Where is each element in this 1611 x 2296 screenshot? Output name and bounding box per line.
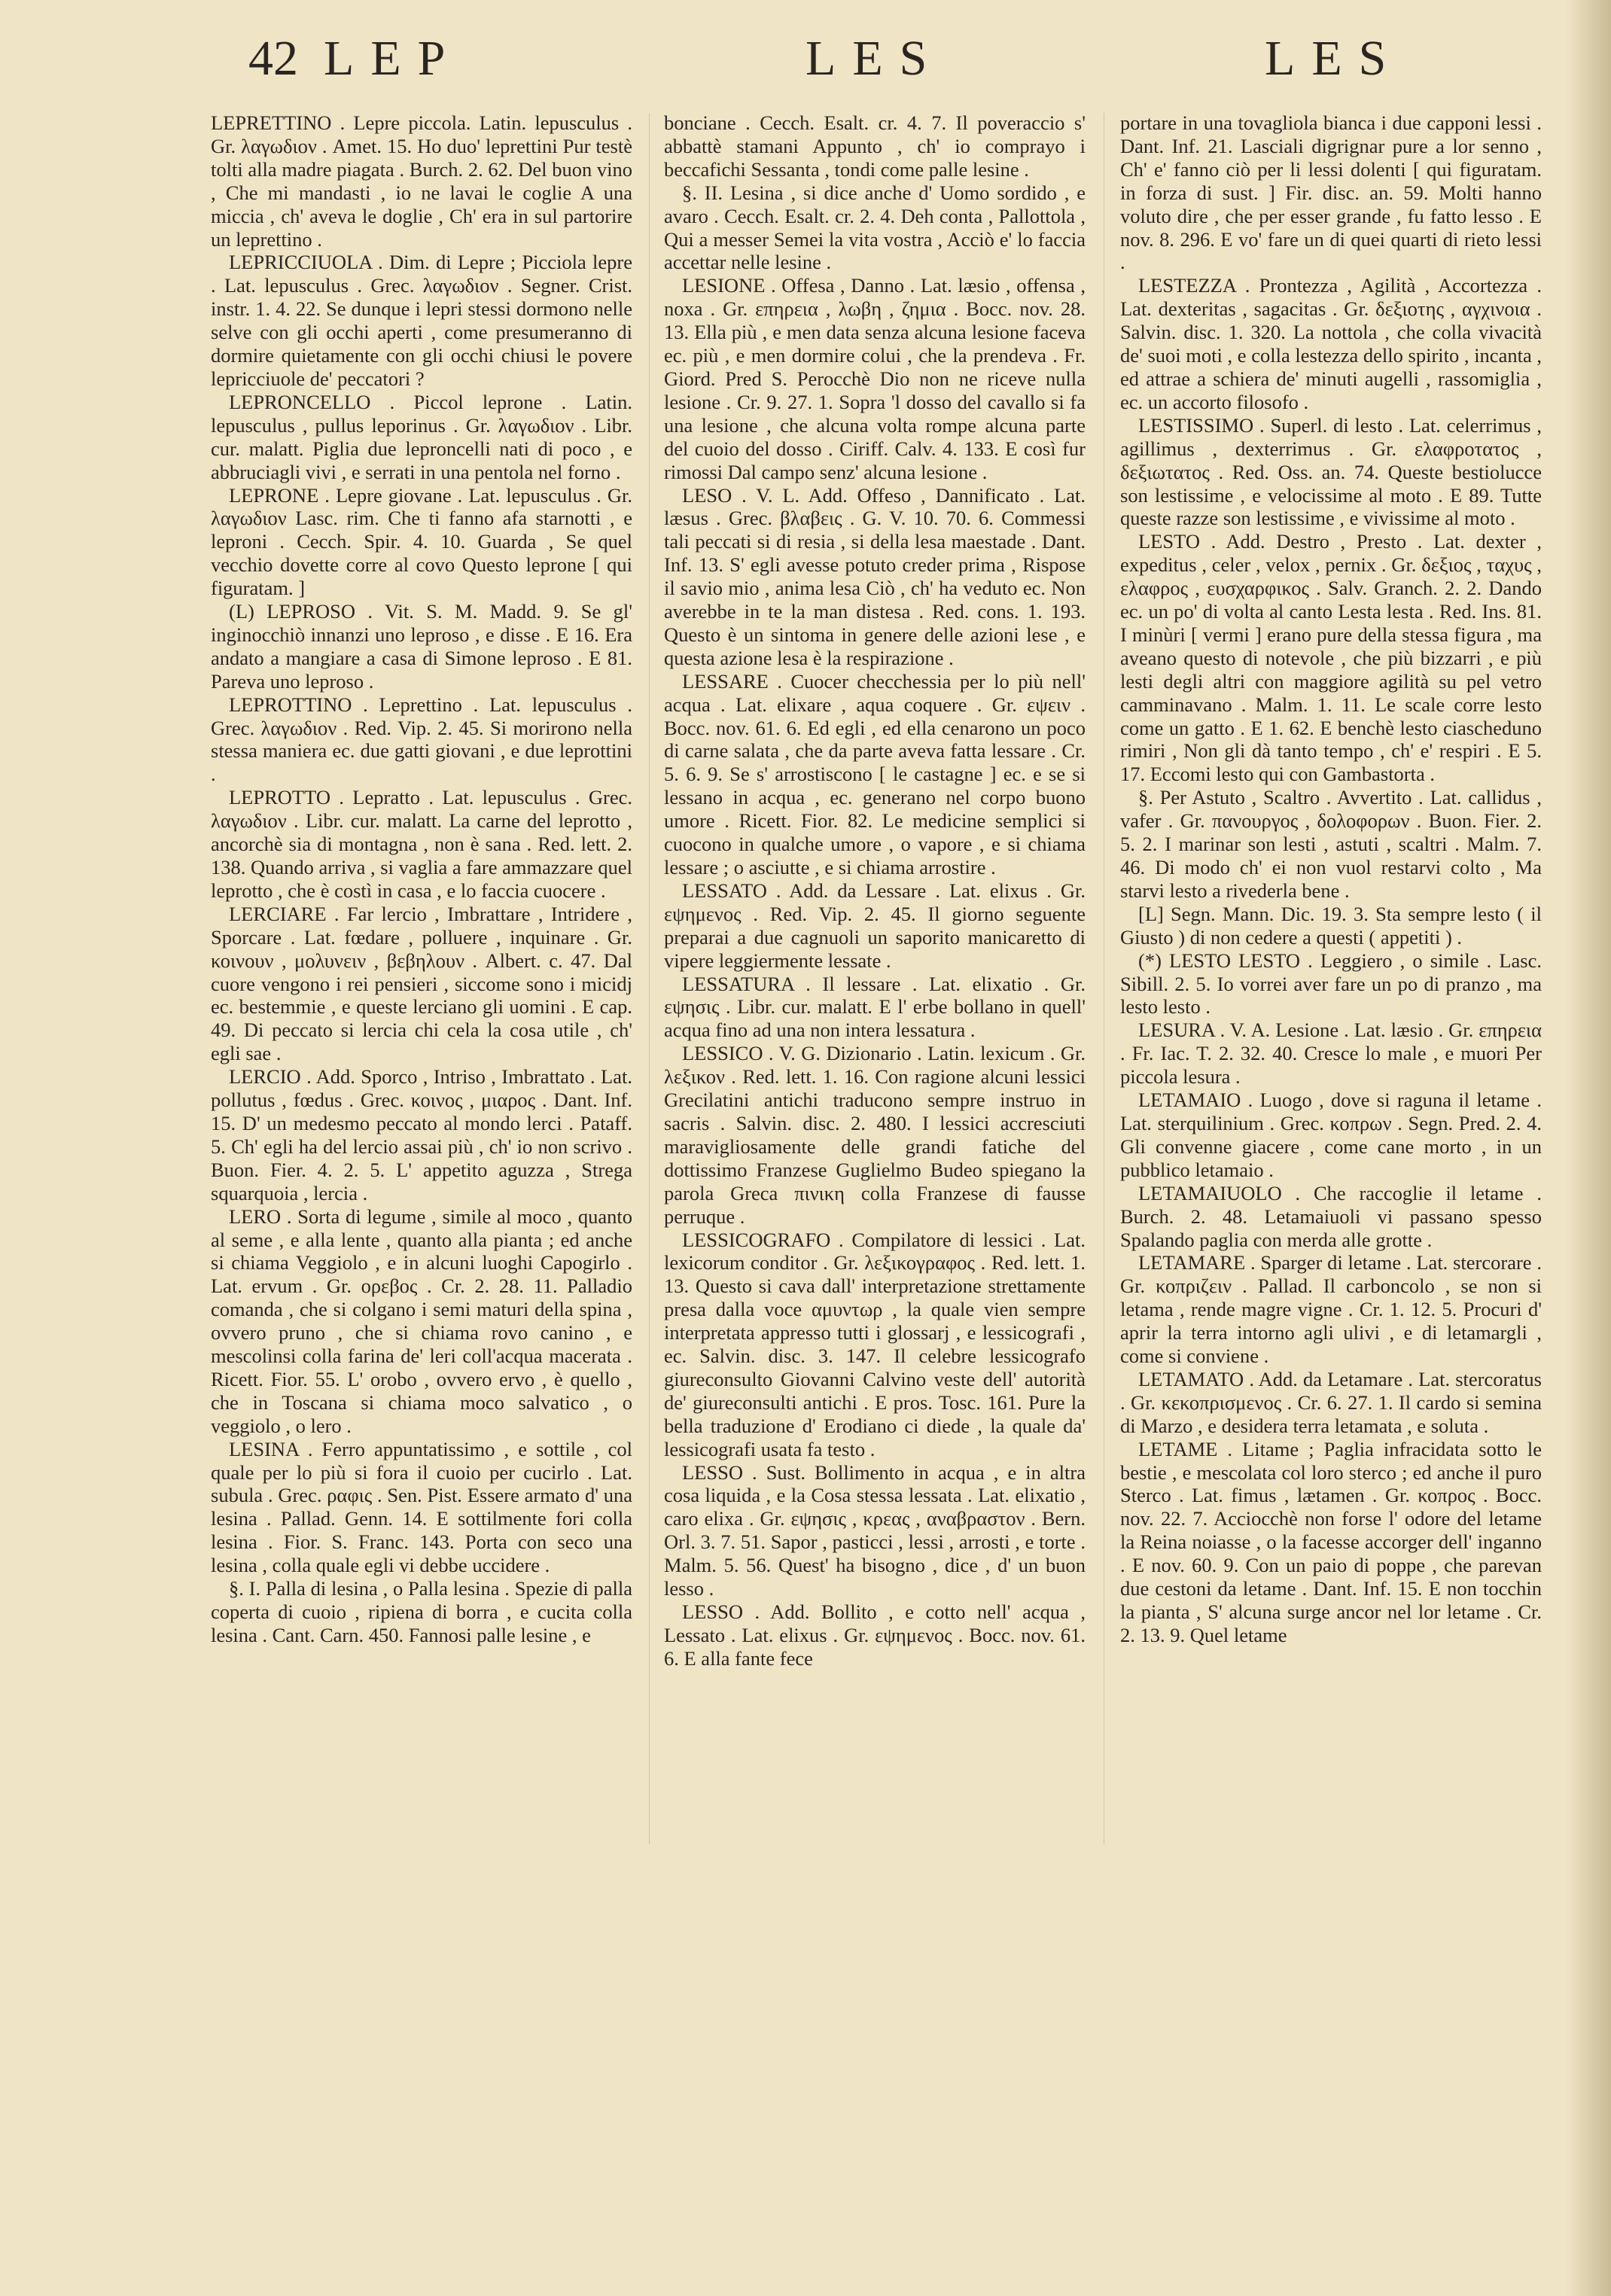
dictionary-entry: LESURA . V. A. Lesione . Lat. læsio . Gr. επηρεια . Fr. Iac. T. 2. 32. 40. Cresce lo male , e muori Per piccola lesura .: [1120, 1019, 1542, 1089]
column-middle: [664, 111, 1086, 2279]
page-edge-shadow: [1566, 0, 1611, 2296]
dictionary-entry: LESINA . Ferro appuntatissimo , e sottile , col quale per lo più si fora il cuoio per cucirlo . Lat. subula . Grec. ραφις . Sen. Pist. Essere armato d' una lesina . Pallad. Genn. 14. E sottilmente fori colla lesina . Fior. S. Franc. 143. Porta con seco una lesina , colla quale egli vi debbe uccidere .: [211, 1437, 632, 1577]
dictionary-entry: LESTEZZA . Prontezza , Agilità , Accortezza . Lat. dexteritas , sagacitas . Gr. δεξιοτης , αγχινοια . Salvin. disc. 1. 320. La nottola , che colla vivacità de' suoi moti , e colla lestezza dello spirito , incanta , ed attrae a schiera de' minuti augelli , rassomiglia , ec. un accorto filosofo .: [1120, 274, 1542, 413]
dictionary-entry: LETAMAIUOLO . Che raccoglie il letame . Burch. 2. 48. Letamaiuoli vi passano spesso Spalando paglia con merda alle grotte .: [1120, 1181, 1542, 1251]
column-rule-left: [649, 113, 650, 1844]
dictionary-entry: portare in una tovagliola bianca i due capponi lessi . Dant. Inf. 21. Lasciali digrignar pure a lor senno , Ch' e' fanno ciò per li lessi dolenti [ qui figuratam. in forza di sust. ] Fir. disc. an. 59. Molti hanno voluto dire , che per esser grande , fu fatto lesso . E nov. 8. 296. E vo' fare un di quei quarti di rieto lessi .: [1120, 111, 1542, 274]
dictionary-entry: (L) LEPROSO . Vit. S. M. Madd. 9. Se gl' inginocchiò innanzi uno leproso , e disse . E 16. Era andato a mangiare a casa di Simone leproso . E 81. Pareva uno leproso .: [211, 600, 632, 693]
header-keyword-left: LEP: [324, 31, 462, 86]
dictionary-entry: LESIONE . Offesa , Danno . Lat. læsio , offensa , noxa . Gr. επηρεια , λωβη , ζημια . Bocc. nov. 28. 13. Ella più , e men data senza alcuna lesione faceva ec. più , e men dormire colui , che la prendeva . Fr. Giord. Pred S. Perocchè Dio non ne riceve nulla lesione . Cr. 9. 27. 1. Sopra 'l dosso del cavallo si fa una lesione , che alcuna volta rompe alcuna parte del cuoio del dosso . Ciriff. Calv. 4. 133. E così fur rimossi Dal campo senz' alcuna lesione .: [664, 274, 1086, 483]
dictionary-entry: LETAMAIO . Luogo , dove si raguna il letame . Lat. sterquilinium . Grec. κοπρων . Segn. Pred. 2. 4. Gli convenne giacere , come cane morto , in un pubblico letamaio .: [1120, 1089, 1542, 1181]
page-number: 42: [248, 31, 298, 86]
dictionary-entry: LESSARE . Cuocer checchessia per lo più nell' acqua . Lat. elixare , aqua coquere . Gr. εψειν . Bocc. nov. 61. 6. Ed egli , ed ella cenarono un poco di carne salata , che da parte aveva fatta lessare . Cr. 5. 6. 9. Se s' arrostiscono [ le castagne ] ec. e se si lessano in acqua , ec. generano nel corpo buono umore . Ricett. Fior. 82. Le medicine semplici si cuocono in qualche umore , o vapore , e si chiama lessare ; o asciutte , e si chiama arrostire .: [664, 669, 1086, 879]
header-keyword-middle: LES: [806, 31, 944, 86]
dictionary-entry: LETAMATO . Add. da Letamare . Lat. stercoratus . Gr. κεκοπρισμενος . Cr. 6. 27. 1. Il cardo si semina di Marzo , e desidera terra letamata , e soluta .: [1120, 1367, 1542, 1437]
dictionary-entry: LESSATO . Add. da Lessare . Lat. elixus . Gr. εψημενος . Red. Vip. 2. 45. Il giorno seguente preparai a due cagnuoli un saporito manicaretto di vipere leggiermente lessate .: [664, 879, 1086, 972]
dictionary-entry: LEPRETTINO . Lepre piccola. Latin. lepusculus . Gr. λαγωδιον . Amet. 15. Ho duo' leprettini Pur testè tolti alla madre piagata . Burch. 2. 62. Del buon vino , Che mi mandasti , io ne lavai le coglie A una miccia , ch' aveva le doglie , Ch' era in sul partorire un leprettino .: [211, 111, 632, 251]
dictionary-entry: LESSICOGRAFO . Compilatore di lessici . Lat. lexicorum conditor . Gr. λεξικογραφος . Red. lett. 1. 13. Questo si cava dall' interpretazione strettamente presa dalla voce αμυντωρ , la quale vien sempre interpretata appresso tutti i glossarj , e lessicografi , ec. Salvin. disc. 3. 147. Il celebre lessicografo giureconsulto Giovanni Calvino veste dell' autorità de' giureconsulti antichi . E pros. Tosc. 161. Pure la bella traduzione d' Erodiano ci diede , la quale da' lessicografi usata fa testo .: [664, 1228, 1086, 1460]
dictionary-entry: LERCIARE . Far lercio , Imbrattare , Intridere , Sporcare . Lat. fœdare , polluere , inquinare . Gr. κοινουν , μολυνειν , βεβηλουν . Albert. c. 47. Dal cuore vengono i rei pensieri , siccome sono i micidj ec. bestemmie , e queste lerciano gli uomini . E cap. 49. Di peccato si lercia chi cela la cosa utile , ch' egli sae .: [211, 902, 632, 1065]
dictionary-entry: §. II. Lesina , si dice anche d' Uomo sordido , e avaro . Cecch. Esalt. cr. 2. 4. Deh conta , Pallottola , Qui a messer Semei la vita vostra , Acciò e' lo faccia accettar nelle lesine .: [664, 181, 1086, 274]
dictionary-entry: LETAMARE . Sparger di letame . Lat. stercorare . Gr. κοπριζειν . Pallad. Il carboncolo , se non si letama , rende magre vigne . Cr. 1. 12. 5. Procuri d' aprir la terra intorno agli ulivi , e di letamargli , come si conviene .: [1120, 1251, 1542, 1368]
dictionary-entry: LESSO . Sust. Bollimento in acqua , e in altra cosa liquida , e la Cosa stessa lessata . Lat. elixatio , caro elixa . Gr. εψησις , κρεας , αναβραστον . Bern. Orl. 3. 7. 51. Sapor , pasticci , lessi , arrosti , e torte . Malm. 5. 56. Quest' ha bisogno , dice , d' un buon lesso .: [664, 1460, 1086, 1600]
dictionary-entry: LERO . Sorta di legume , simile al moco , quanto al seme , e alla lente , quanto alla pianta ; ed anche si chiama Veggiolo , e in alcuni luoghi Capogirlo . Lat. ervum . Gr. ορεβος . Cr. 2. 28. 11. Palladio comanda , che si colgano i semi maturi della spina , ovvero pruno , che si chiama rovo canino , e mescolinsi colla farina de' leri coll'acqua macerata . Ricett. Fior. 55. L' orobo , ovvero ervo , è quello , che in Toscana si chiama moco salvatico , o veggiolo , o lero .: [211, 1204, 632, 1437]
dictionary-entry: LESTISSIMO . Superl. di lesto . Lat. celerrimus , agillimus , dexterrimus . Gr. ελαφροτατος , δεξιωτατος . Red. Oss. an. 74. Queste bestiolucce son lestissime , e velocissime al moto . E 89. Tutte queste razze son lestissime , e vivissime al moto .: [1120, 413, 1542, 530]
dictionary-entry: §. Per Astuto , Scaltro . Avvertito . Lat. callidus , vafer . Gr. πανουργος , δολοφορων . Buon. Fier. 2. 5. 2. I marinar son lesti , astuti , scaltri . Malm. 7. 46. Di modo ch' ei non vuol restarvi colto , Ma starvi lesto a rivederla bene .: [1120, 786, 1542, 902]
running-header: [0, 30, 1611, 113]
dictionary-entry: bonciane . Cecch. Esalt. cr. 4. 7. Il poveraccio s' abbattè stamani Appunto , ch' io comprayo i beccafichi Sessanta , tondi come palle lesine .: [664, 111, 1086, 181]
dictionary-entry: LEPRONE . Lepre giovane . Lat. lepusculus . Gr. λαγωδιον Lasc. rim. Che ti fanno afa starnotti , e leproni . Cecch. Spir. 4. 10. Guarda , Se quel vecchio dovette corre al covo Questo leprone [ qui figuratam. ]: [211, 483, 632, 600]
dictionary-entry: LESO . V. L. Add. Offeso , Dannificato . Lat. læsus . Grec. βλαβεις . G. V. 10. 70. 6. Commessi tali peccati si di resia , si della lesa maestade . Dant. Inf. 13. S' egli avesse potuto creder prima , Rispose il savio mio , anima lesa Ciò , ch' ha veduto ec. Non averebbe in te la man distesa . Red. cons. 1. 193. Questo è un sintoma in genere delle azioni lese , e questa azione lesa è la respirazione .: [664, 483, 1086, 669]
dictionary-entry: LESSICO . V. G. Dizionario . Latin. lexicum . Gr. λεξικον . Red. lett. 1. 16. Con ragione alcuni lessici Grecilatini antichi traducono sempre instruo in sacris . Salvin. disc. 2. 480. I lessici accresciuti maravigliosamente delle grandi fatiche del dottissimo Franzese Guglielmo Budeo spiegano la parola Greca πινικη colla Franzese di fausse perruque .: [664, 1042, 1086, 1228]
header-keyword-right: LES: [1265, 31, 1403, 86]
dictionary-entry: (*) LESTO LESTO . Leggiero , o simile . Lasc. Sibill. 2. 5. Io vorrei aver fare un po di pranzo , ma lesto lesto .: [1120, 949, 1542, 1019]
dictionary-entry: LEPROTTINO . Leprettino . Lat. lepusculus . Grec. λαγωδιον . Red. Vip. 2. 45. Si morirono nella stessa maniera ec. due gatti giovani , e due leprottini .: [211, 693, 632, 786]
dictionary-entry: [L] Segn. Mann. Dic. 19. 3. Sta sempre lesto ( il Giusto ) di non cedere a questi ( appetiti ) .: [1120, 902, 1542, 949]
dictionary-entry: LEPRICCIUOLA . Dim. di Lepre ; Picciola lepre . Lat. lepusculus . Grec. λαγωδιον . Segner. Crist. instr. 1. 4. 22. Se dunque i lepri stessi dormono nelle selve con gli occhi aperti , come presumeranno di dormire quietamente con gli occhi chiusi le povere lepricciuole de' peccatori ?: [211, 251, 632, 390]
dictionary-entry: LEPRONCELLO . Piccol leprone . Latin. lepusculus , pullus leporinus . Gr. λαγωδιον . Libr. cur. malatt. Piglia due leproncelli nati di poco , e abbruciagli vivi , e serrati in una pentola nel forno .: [211, 390, 632, 483]
dictionary-entry: LESTO . Add. Destro , Presto . Lat. dexter , expeditus , celer , velox , pernix . Gr. δεξιος , ταχυς , ελαφρος , ευσχαρφικος . Salv. Granch. 2. 2. Dando ec. un po' di volta al canto Lesta lesta . Red. Ins. 81. I minùri [ vermi ] erano pure della stessa figura , ma aveano questo di notevole , che più bizzarri , e più lesti degli altri con maggiore agilità su pel vetro camminavano . Malm. 1. 11. Le scale corre lesto come un gatto . E 1. 62. E benchè lesto ciascheduno rimiri , Non gli dà tanto tempo , ch' e' respiri . E 5. 17. Eccomi lesto qui con Gambastorta .: [1120, 530, 1542, 786]
column-left: [211, 111, 632, 2279]
dictionary-entry: §. I. Palla di lesina , o Palla lesina . Spezie di palla coperta di cuoio , ripiena di borra , e cucita colla lesina . Cant. Carn. 450. Fannosi palle lesine , e: [211, 1577, 632, 1646]
dictionary-entry: LESSATURA . Il lessare . Lat. elixatio . Gr. εψησις . Libr. cur. malatt. E l' erbe bollano in quell' acqua fino ad una non intera lessatura .: [664, 972, 1086, 1042]
dictionary-entry: LETAME . Litame ; Paglia infracidata sotto le bestie , e mescolata col loro sterco ; ed anche il puro Sterco . Lat. fimus , lætamen . Gr. κοπρος . Bocc. nov. 22. 7. Acciocchè non forse l' odore del letame la Reina noiasse , o la facesse accorger dell' inganno . E nov. 60. 9. Con un paio di poppe , che parevan due cestoni da letame . Dant. Inf. 15. E non tocchin la pianta , S' alcuna surge ancor nel lor letame . Cr. 2. 13. 9. Quel letame: [1120, 1437, 1542, 1646]
dictionary-entry: LERCIO . Add. Sporco , Intriso , Imbrattato . Lat. pollutus , fœdus . Grec. κοινος , μιαρος . Dant. Inf. 15. D' un medesmo peccato al mondo lerci . Pataff. 5. Ch' egli ha del lercio assai più , ch' io non scrivo . Buon. Fier. 4. 2. 5. L' appetito aguzza , Strega squarquoia , lercia .: [211, 1065, 632, 1204]
dictionary-entry: LEPROTTO . Lepratto . Lat. lepusculus . Grec. λαγωδιον . Libr. cur. malatt. La carne del leprotto , ancorchè sia di montagna , non è sana . Red. lett. 2. 138. Quando arriva , si vaglia a fare ammazzare quel leprotto , che è costì in casa , e lo faccia cuocere .: [211, 786, 632, 902]
dictionary-entry: LESSO . Add. Bollito , e cotto nell' acqua , Lessato . Lat. elixus . Gr. εψημενος . Bocc. nov. 61. 6. E alla fante fece: [664, 1600, 1086, 1670]
column-right: [1120, 111, 1542, 2279]
